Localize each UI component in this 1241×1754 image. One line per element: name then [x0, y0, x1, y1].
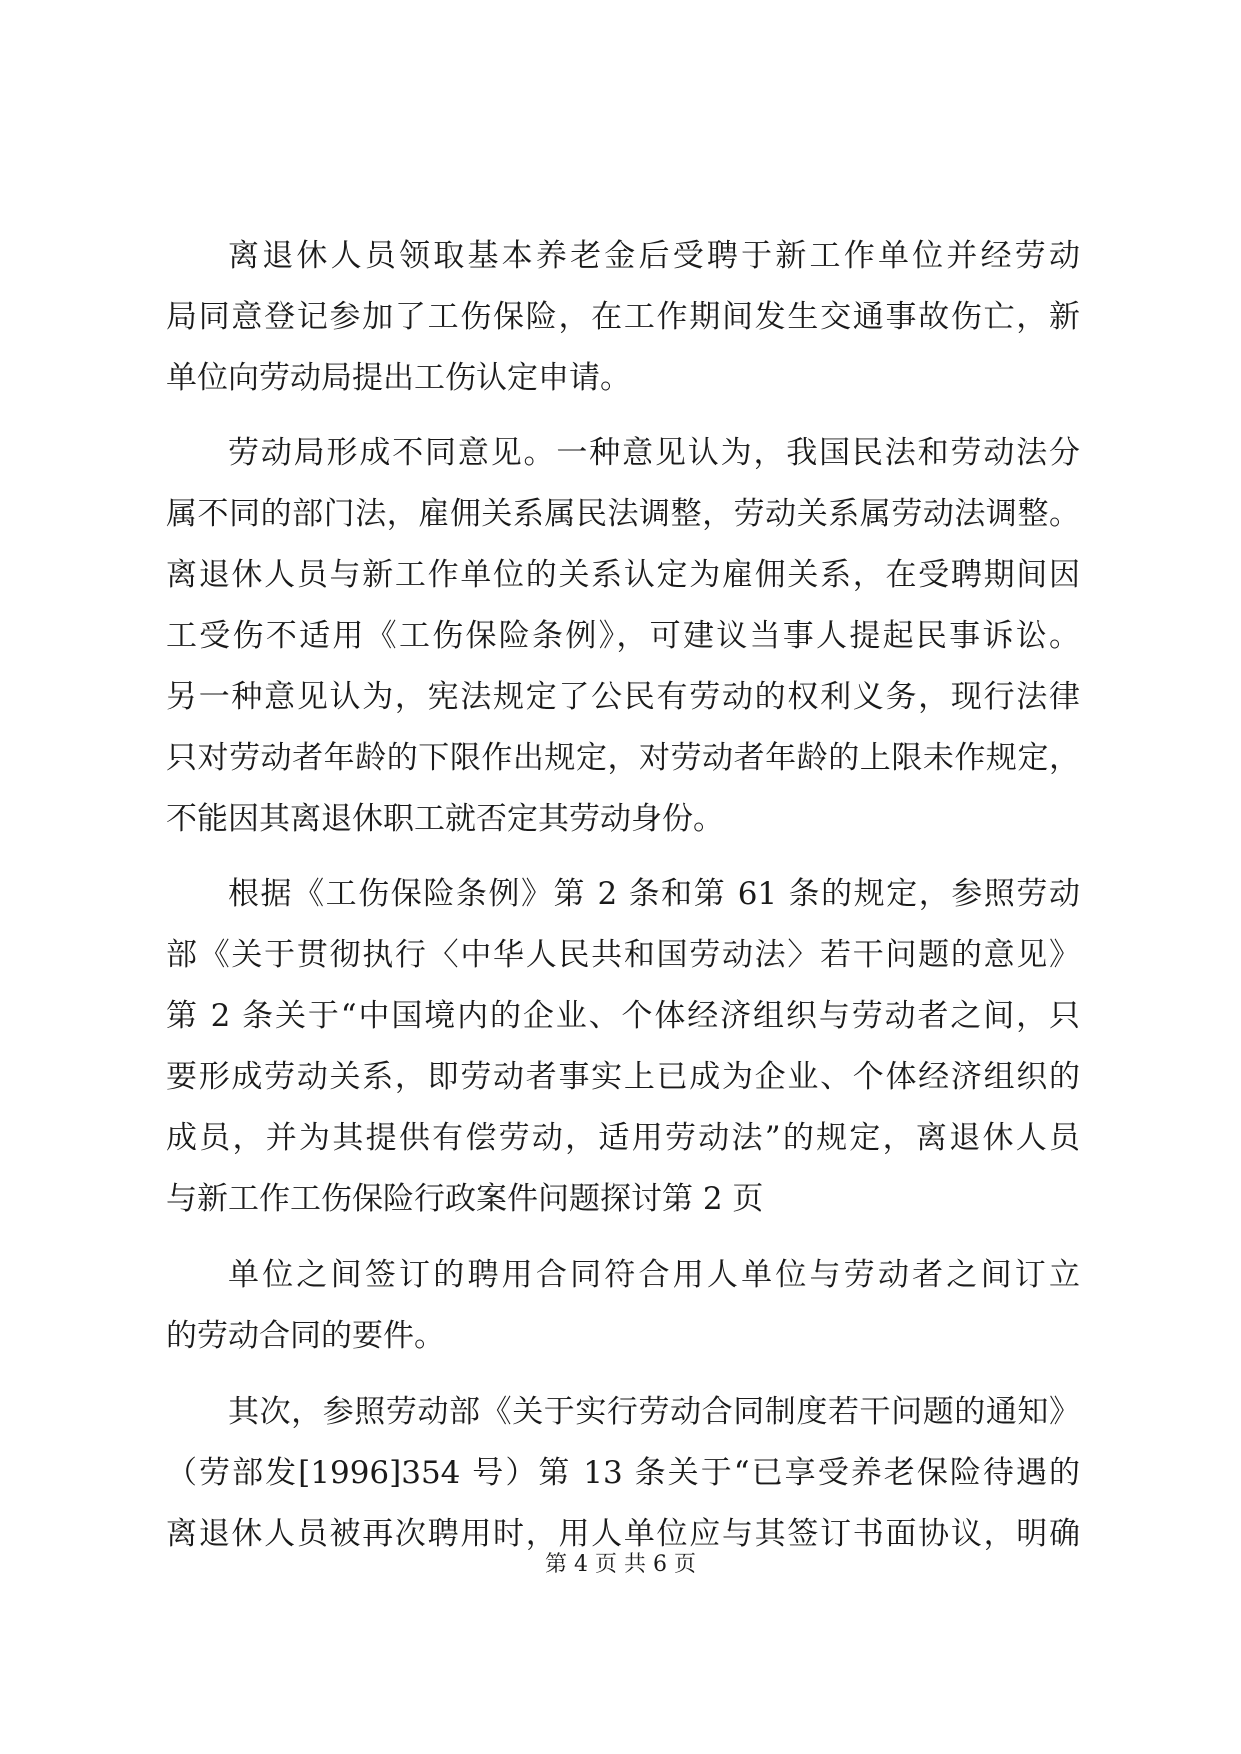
text-line: 离退休人员领取基本养老金后受聘于新工作单位并经劳动 — [228, 238, 1080, 274]
paragraph-5 — [166, 1382, 1080, 1565]
text-line: 单位向劳动局提出工伤认定申请。 — [166, 360, 631, 396]
text-line: 属不同的部门法，雇佣关系属民法调整，劳动关系属劳动法调整。 — [166, 496, 1080, 532]
text-line: 部《关于贯彻执行〈中华人民共和国劳动法〉若干问题的意见》 — [166, 937, 1080, 973]
text-line: 离退休人员与新工作单位的关系认定为雇佣关系，在受聘期间因 — [166, 557, 1080, 593]
text-line: 要形成劳动关系，即劳动者事实上已成为企业、个体经济组织的 — [166, 1059, 1080, 1095]
paragraph-3 — [166, 864, 1080, 1230]
text-line: （劳部发[1996]354 号）第 13 条关于“已享受养老保险待遇的 — [166, 1455, 1080, 1491]
text-line: 与新工作工伤保险行政案件问题探讨第 2 页 — [166, 1181, 764, 1217]
text-line: 成员，并为其提供有偿劳动，适用劳动法”的规定，离退休人员 — [166, 1120, 1080, 1156]
text-line: 离退休人员被再次聘用时，用人单位应与其签订书面协议，明确 — [166, 1516, 1080, 1552]
text-line: 根据《工伤保险条例》第 2 条和第 61 条的规定，参照劳动 — [228, 876, 1080, 912]
text-line: 只对劳动者年龄的下限作出规定，对劳动者年龄的上限未作规定， — [166, 740, 1080, 776]
text-line: 第 2 条关于“中国境内的企业、个体经济组织与劳动者之间，只 — [166, 998, 1080, 1034]
text-line: 不能因其离退休职工就否定其劳动身份。 — [166, 801, 724, 837]
document-body — [166, 226, 1080, 1565]
text-line: 另一种意见认为，宪法规定了公民有劳动的权利义务，现行法律 — [166, 679, 1080, 715]
paragraph-4 — [166, 1245, 1080, 1367]
paragraph-2 — [166, 423, 1080, 850]
text-line: 劳动局形成不同意见。一种意见认为，我国民法和劳动法分 — [228, 435, 1080, 471]
text-line: 局同意登记参加了工伤保险，在工作期间发生交通事故伤亡，新 — [166, 299, 1080, 335]
text-line: 单位之间签订的聘用合同符合用人单位与劳动者之间订立 — [228, 1257, 1080, 1293]
text-line: 工受伤不适用《工伤保险条例》，可建议当事人提起民事诉讼。 — [166, 618, 1080, 654]
text-line: 其次，参照劳动部《关于实行劳动合同制度若干问题的通知》 — [228, 1394, 1080, 1430]
paragraph-1 — [166, 226, 1080, 409]
text-line: 的劳动合同的要件。 — [166, 1318, 445, 1354]
page-number-footer: 第 4 页 共 6 页 — [545, 1552, 696, 1577]
